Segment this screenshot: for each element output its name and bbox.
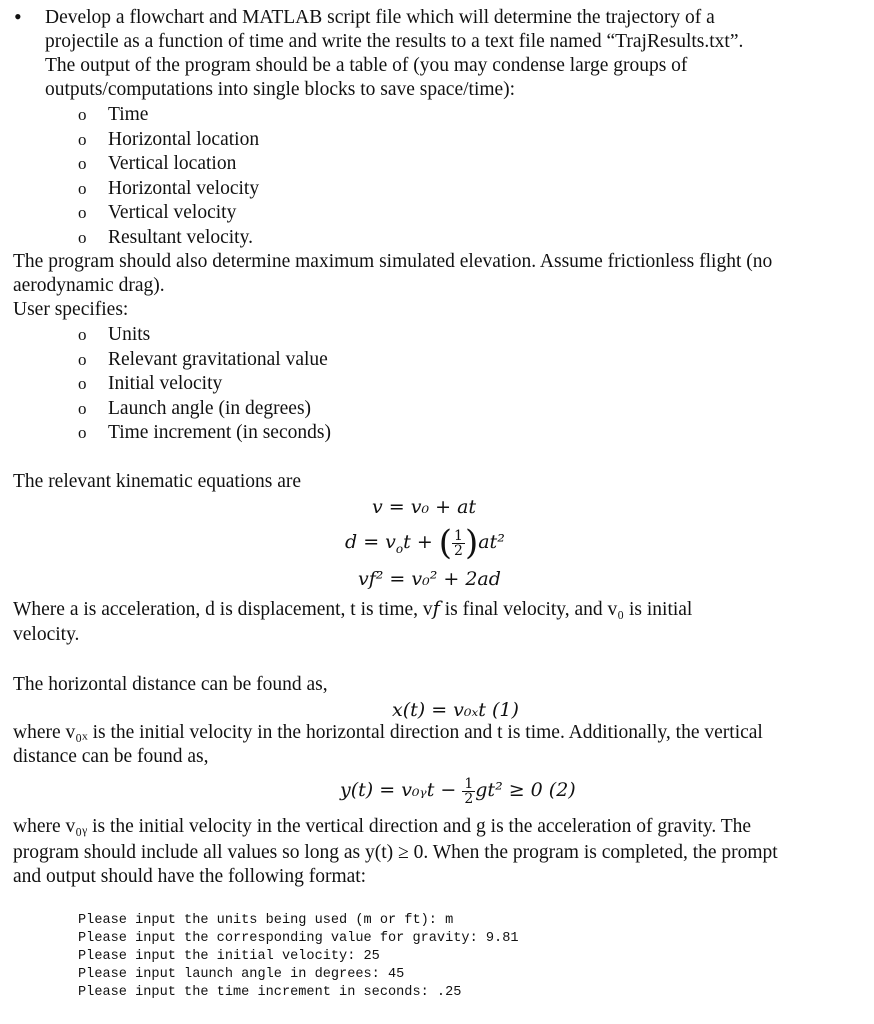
list-item: Relevant gravitational value <box>108 349 328 370</box>
equation-displacement <box>345 522 505 562</box>
list-marker: o <box>78 179 87 198</box>
where-voy-line-3: and output should have the following format: <box>13 866 367 887</box>
list-marker: o <box>78 350 87 369</box>
fraction-denominator: 2 <box>454 542 463 559</box>
program-line-1: The program should also determine maximum simulated elevation. Assume frictionless flight (no <box>13 251 773 272</box>
equation-x: x(t) = v₀ₓt (1) <box>392 699 519 721</box>
intro-line-2: projectile as a function of time and write the results to a text file named “TrajResults.txt”. <box>45 31 744 52</box>
fraction-numerator: 1 <box>454 527 463 544</box>
list-marker: o <box>78 423 87 442</box>
list-marker: o <box>78 154 87 173</box>
list-marker: o <box>78 228 87 247</box>
fraction <box>462 777 475 806</box>
where-voy-line-2: program should include all values so long as y(t) ≥ 0. When the program is completed, the prompt <box>13 842 778 863</box>
where-voy-line-1: where v₀ᵧ is the initial velocity in the vertical direction and g is the acceleration of gravity. The <box>13 816 752 837</box>
console-line-4: Please input launch angle in degrees: 45 <box>78 967 405 982</box>
list-item: Horizontal velocity <box>108 178 260 199</box>
where-line-2: velocity. <box>13 624 80 645</box>
list-item: Horizontal location <box>108 129 260 150</box>
console-line-5: Please input the time increment in seconds: .25 <box>78 985 462 1000</box>
intro-line-3: The output of the program should be a table of (you may condense large groups of <box>45 55 688 76</box>
kinematic-intro: The relevant kinematic equations are <box>13 471 302 492</box>
user-specifies-heading: User specifies: <box>13 299 129 320</box>
eqy-right: gt² ≥ 0 (2) <box>475 779 576 801</box>
eq2-right: at² <box>478 531 505 553</box>
list-marker: o <box>78 374 87 393</box>
fraction-denominator: 2 <box>464 790 474 807</box>
equation-final-velocity: v𝑓² = v₀² + 2ad <box>358 568 501 590</box>
list-item: Vertical velocity <box>108 202 237 223</box>
paren-close: ) <box>464 523 479 563</box>
equation-velocity: v = v₀ + at <box>372 496 477 518</box>
list-marker: o <box>78 105 87 124</box>
console-line-2: Please input the corresponding value for gravity: 9.81 <box>78 931 519 946</box>
list-marker: o <box>78 130 87 149</box>
equation-y <box>340 770 576 810</box>
list-item: Resultant velocity. <box>108 227 253 248</box>
fraction-numerator: 1 <box>464 775 474 792</box>
where-line-1: Where a is acceleration, d is displacement, t is time, v𝑓 is final velocity, and v₀ is initial <box>13 599 693 620</box>
eq2-left: d = v <box>345 531 396 553</box>
list-item: Units <box>108 324 151 345</box>
list-item: Launch angle (in degrees) <box>108 398 312 419</box>
eqy-left: y(t) = v₀ᵧt − <box>340 779 463 801</box>
list-item: Time increment (in seconds) <box>108 422 331 443</box>
intro-line-1: Develop a flowchart and MATLAB script file which will determine the trajectory of a <box>45 7 715 28</box>
where-vox-line-2: distance can be found as, <box>13 746 209 767</box>
list-marker: o <box>78 203 87 222</box>
eq2-mid: t + <box>403 531 439 553</box>
list-marker: o <box>78 325 87 344</box>
horizontal-intro: The horizontal distance can be found as, <box>13 674 328 695</box>
program-line-2: aerodynamic drag). <box>13 275 165 296</box>
console-line-3: Please input the initial velocity: 25 <box>78 949 380 964</box>
list-item: Initial velocity <box>108 373 223 394</box>
intro-line-4: outputs/computations into single blocks to save space/time): <box>45 79 516 100</box>
console-line-1: Please input the units being used (m or ft): m <box>78 913 454 928</box>
paren-open: ( <box>438 523 453 563</box>
fraction <box>452 529 465 558</box>
bullet-marker: • <box>14 4 22 29</box>
list-marker: o <box>78 399 87 418</box>
list-item: Vertical location <box>108 153 237 174</box>
where-vox-line-1: where v₀ₓ is the initial velocity in the horizontal direction and t is time. Additionally, the vertical <box>13 722 763 743</box>
list-item: Time <box>108 104 149 125</box>
eq2-sub: o <box>395 541 404 556</box>
